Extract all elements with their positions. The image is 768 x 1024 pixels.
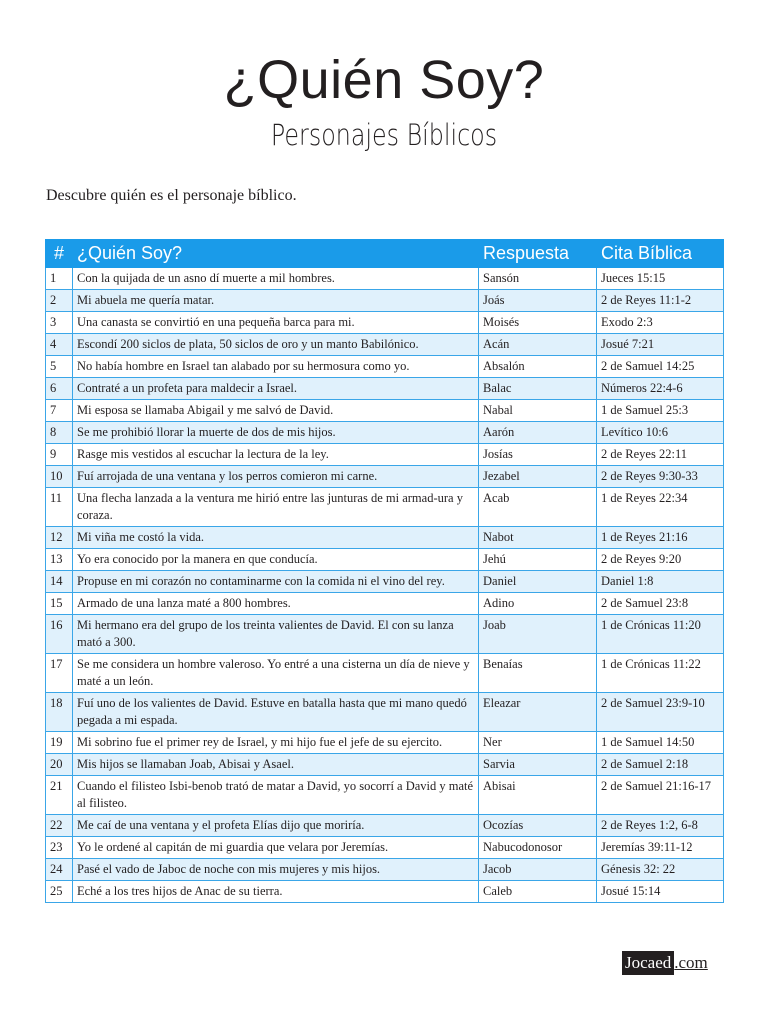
question-cell: Fuí arrojada de una ventana y los perros comieron mi carne. — [73, 466, 479, 488]
row-number-cell: 24 — [46, 859, 73, 881]
reference-cell: Exodo 2:3 — [597, 312, 724, 334]
column-header-question: ¿Quién Soy? — [73, 240, 479, 268]
reference-cell: 2 de Samuel 14:25 — [597, 356, 724, 378]
table-row — [46, 290, 724, 312]
page-subtitle: Personajes Bíblicos — [270, 118, 498, 152]
row-number-cell: 18 — [46, 693, 73, 732]
answer-cell: Acab — [479, 488, 597, 527]
table-row — [46, 444, 724, 466]
reference-cell: Josué 7:21 — [597, 334, 724, 356]
table-header-row — [46, 240, 724, 268]
table-row — [46, 654, 724, 693]
table-row — [46, 488, 724, 527]
reference-cell: 2 de Reyes 1:2, 6-8 — [597, 815, 724, 837]
row-number-cell: 17 — [46, 654, 73, 693]
question-cell: Mi hermano era del grupo de los treinta valientes de David. El con su lanza mató a 300. — [73, 615, 479, 654]
table-body — [46, 268, 724, 903]
question-cell: Escondí 200 siclos de plata, 50 siclos de oro y un manto Babilónico. — [73, 334, 479, 356]
reference-cell: 2 de Samuel 2:18 — [597, 754, 724, 776]
answer-cell: Ner — [479, 732, 597, 754]
question-cell: Yo le ordené al capitán de mi guardia que velara por Jeremías. — [73, 837, 479, 859]
reference-cell: 1 de Crónicas 11:22 — [597, 654, 724, 693]
table-row — [46, 334, 724, 356]
answer-cell: Moisés — [479, 312, 597, 334]
row-number-cell: 10 — [46, 466, 73, 488]
question-cell: Contraté a un profeta para maldecir a Israel. — [73, 378, 479, 400]
question-cell: Una flecha lanzada a la ventura me hirió entre las junturas de mi armad-ura y coraza. — [73, 488, 479, 527]
table-row — [46, 312, 724, 334]
answer-cell: Jacob — [479, 859, 597, 881]
table-row — [46, 422, 724, 444]
table-row — [46, 549, 724, 571]
row-number-cell: 6 — [46, 378, 73, 400]
question-cell: Propuse en mi corazón no contaminarme con la comida ni el vino del rey. — [73, 571, 479, 593]
row-number-cell: 16 — [46, 615, 73, 654]
answer-cell: Jehú — [479, 549, 597, 571]
question-cell: Mi esposa se llamaba Abigail y me salvó de David. — [73, 400, 479, 422]
column-header-reference: Cita Bíblica — [597, 240, 724, 268]
reference-cell: 1 de Crónicas 11:20 — [597, 615, 724, 654]
question-cell: Armado de una lanza maté a 800 hombres. — [73, 593, 479, 615]
answer-cell: Nabal — [479, 400, 597, 422]
table-row — [46, 732, 724, 754]
row-number-cell: 2 — [46, 290, 73, 312]
row-number-cell: 13 — [46, 549, 73, 571]
answer-cell: Adino — [479, 593, 597, 615]
answer-cell: Sansón — [479, 268, 597, 290]
column-header-number: # — [46, 240, 73, 268]
row-number-cell: 15 — [46, 593, 73, 615]
reference-cell: Jueces 15:15 — [597, 268, 724, 290]
answer-cell: Aarón — [479, 422, 597, 444]
question-cell: Se me considera un hombre valeroso. Yo entré a una cisterna un día de nieve y maté a un león. — [73, 654, 479, 693]
table-row — [46, 776, 724, 815]
row-number-cell: 5 — [46, 356, 73, 378]
table-row — [46, 859, 724, 881]
question-cell: Mi viña me costó la vida. — [73, 527, 479, 549]
answer-cell: Caleb — [479, 881, 597, 903]
answer-cell: Sarvia — [479, 754, 597, 776]
reference-cell: 1 de Samuel 25:3 — [597, 400, 724, 422]
table-row — [46, 881, 724, 903]
question-cell: Una canasta se convirtió en una pequeña barca para mi. — [73, 312, 479, 334]
question-cell: Se me prohibió llorar la muerte de dos de mis hijos. — [73, 422, 479, 444]
answer-cell: Balac — [479, 378, 597, 400]
table-row — [46, 400, 724, 422]
reference-cell: 1 de Reyes 21:16 — [597, 527, 724, 549]
answer-cell: Joás — [479, 290, 597, 312]
answer-cell: Acán — [479, 334, 597, 356]
reference-cell: 2 de Reyes 11:1-2 — [597, 290, 724, 312]
table-row — [46, 815, 724, 837]
reference-cell: Génesis 32: 22 — [597, 859, 724, 881]
question-cell: Fuí uno de los valientes de David. Estuve en batalla hasta que mi mano quedó pegada a mi espada. — [73, 693, 479, 732]
table-row — [46, 466, 724, 488]
row-number-cell: 12 — [46, 527, 73, 549]
answer-cell: Jezabel — [479, 466, 597, 488]
row-number-cell: 22 — [46, 815, 73, 837]
table-row — [46, 356, 724, 378]
reference-cell: Josué 15:14 — [597, 881, 724, 903]
table-row — [46, 593, 724, 615]
reference-cell: 2 de Samuel 23:8 — [597, 593, 724, 615]
answer-cell: Benaías — [479, 654, 597, 693]
row-number-cell: 19 — [46, 732, 73, 754]
reference-cell: 2 de Samuel 21:16-17 — [597, 776, 724, 815]
answer-cell: Josías — [479, 444, 597, 466]
row-number-cell: 25 — [46, 881, 73, 903]
question-cell: Me caí de una ventana y el profeta Elías dijo que moriría. — [73, 815, 479, 837]
question-cell: Mi sobrino fue el primer rey de Israel, y mi hijo fue el jefe de su ejercito. — [73, 732, 479, 754]
page-title: ¿Quién Soy? — [223, 50, 545, 110]
answer-cell: Absalón — [479, 356, 597, 378]
question-cell: Eché a los tres hijos de Anac de su tierra. — [73, 881, 479, 903]
question-cell: Mi abuela me quería matar. — [73, 290, 479, 312]
answer-cell: Daniel — [479, 571, 597, 593]
row-number-cell: 3 — [46, 312, 73, 334]
row-number-cell: 11 — [46, 488, 73, 527]
row-number-cell: 20 — [46, 754, 73, 776]
reference-cell: Daniel 1:8 — [597, 571, 724, 593]
reference-cell: Levítico 10:6 — [597, 422, 724, 444]
row-number-cell: 7 — [46, 400, 73, 422]
quiz-table — [45, 239, 724, 903]
row-number-cell: 9 — [46, 444, 73, 466]
answer-cell: Nabot — [479, 527, 597, 549]
logo-tld: .com — [674, 953, 708, 972]
reference-cell: 2 de Samuel 23:9-10 — [597, 693, 724, 732]
logo-name: Jocaed — [622, 951, 674, 975]
reference-cell: 1 de Reyes 22:34 — [597, 488, 724, 527]
question-cell: Cuando el filisteo Isbi-benob trató de matar a David, yo socorrí a David y maté al filisteo. — [73, 776, 479, 815]
answer-cell: Joab — [479, 615, 597, 654]
column-header-answer: Respuesta — [479, 240, 597, 268]
table-row — [46, 837, 724, 859]
reference-cell: Números 22:4-6 — [597, 378, 724, 400]
reference-cell: 2 de Reyes 9:30-33 — [597, 466, 724, 488]
reference-cell: Jeremías 39:11-12 — [597, 837, 724, 859]
jocaed-logo[interactable] — [622, 951, 708, 975]
table-row — [46, 615, 724, 654]
row-number-cell: 4 — [46, 334, 73, 356]
answer-cell: Nabucodonosor — [479, 837, 597, 859]
answer-cell: Ocozías — [479, 815, 597, 837]
answer-cell: Abisai — [479, 776, 597, 815]
answer-cell: Eleazar — [479, 693, 597, 732]
row-number-cell: 8 — [46, 422, 73, 444]
table-row — [46, 527, 724, 549]
row-number-cell: 1 — [46, 268, 73, 290]
table-row — [46, 693, 724, 732]
question-cell: No había hombre en Israel tan alabado por su hermosura como yo. — [73, 356, 479, 378]
question-cell: Mis hijos se llamaban Joab, Abisai y Asael. — [73, 754, 479, 776]
row-number-cell: 14 — [46, 571, 73, 593]
row-number-cell: 23 — [46, 837, 73, 859]
instructions-text: Descubre quién es el personaje bíblico. — [46, 187, 297, 204]
table-row — [46, 378, 724, 400]
table-row — [46, 268, 724, 290]
question-cell: Yo era conocido por la manera en que conducía. — [73, 549, 479, 571]
reference-cell: 2 de Reyes 22:11 — [597, 444, 724, 466]
reference-cell: 2 de Reyes 9:20 — [597, 549, 724, 571]
table-row — [46, 754, 724, 776]
reference-cell: 1 de Samuel 14:50 — [597, 732, 724, 754]
question-cell: Rasge mis vestidos al escuchar la lectura de la ley. — [73, 444, 479, 466]
row-number-cell: 21 — [46, 776, 73, 815]
question-cell: Pasé el vado de Jaboc de noche con mis mujeres y mis hijos. — [73, 859, 479, 881]
question-cell: Con la quijada de un asno dí muerte a mil hombres. — [73, 268, 479, 290]
table-row — [46, 571, 724, 593]
